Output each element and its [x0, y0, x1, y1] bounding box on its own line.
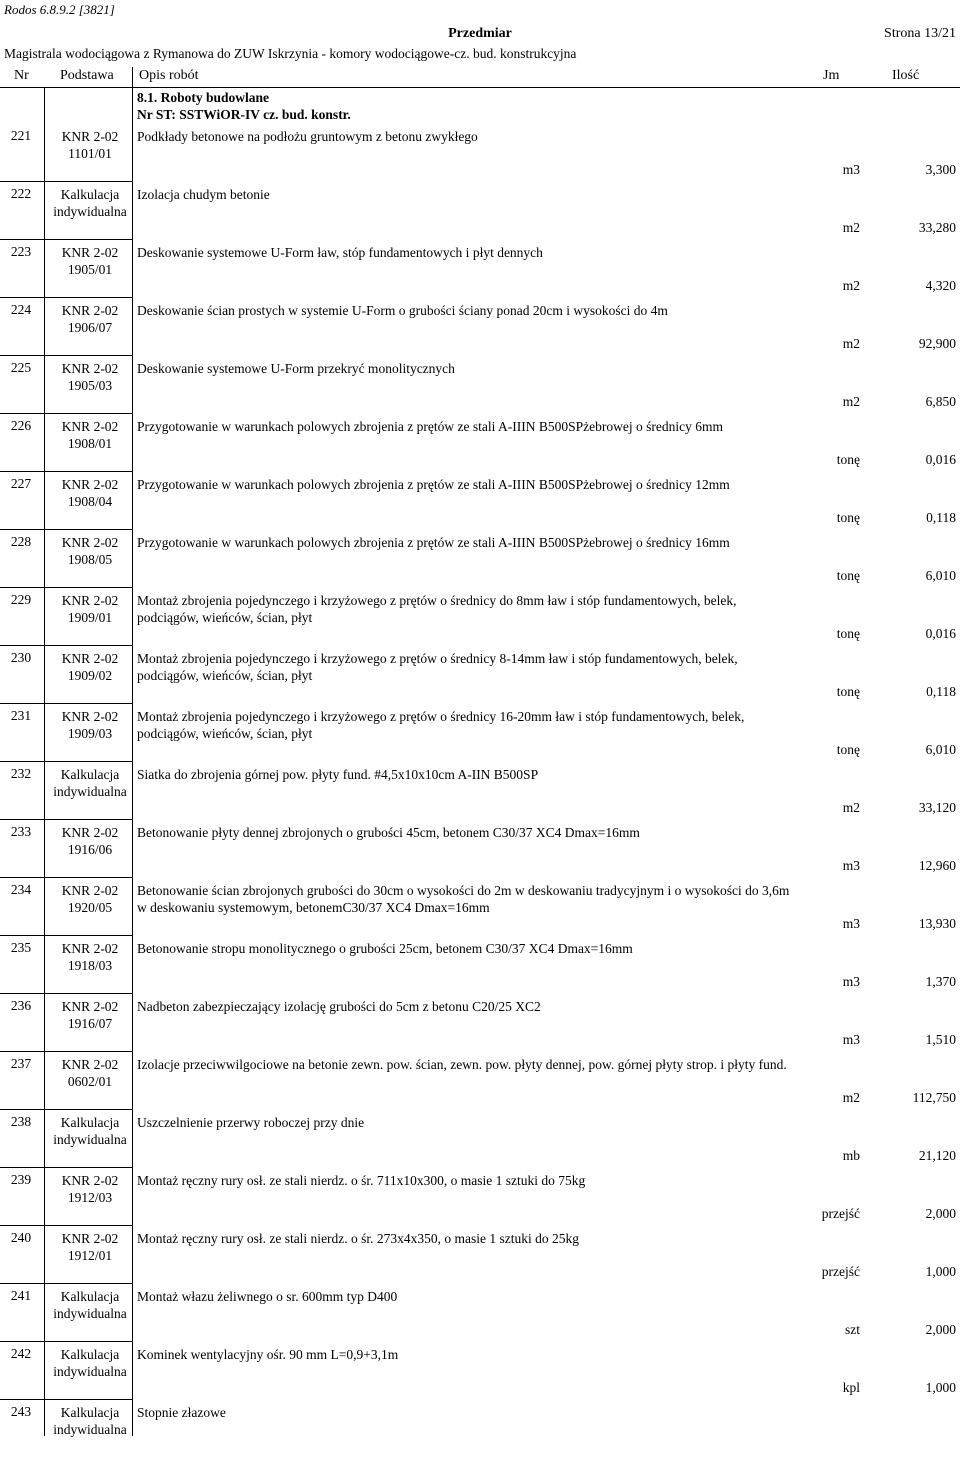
table-row [0, 530, 960, 588]
item-description: Montaż włazu żeliwnego o sr. 600mm typ D400 [137, 1289, 398, 1304]
item-quantity: 33,120 [918, 800, 956, 815]
item-number: 225 [10, 360, 32, 375]
item-quantity: 6,010 [925, 742, 956, 757]
table-row [0, 298, 960, 356]
item-basis: Kalkulacja indywidualna [53, 1347, 127, 1379]
item-unit: m3 [842, 974, 860, 989]
item-basis: KNR 2-02 1909/02 [61, 651, 119, 683]
item-quantity: 0,016 [925, 626, 956, 641]
app-title: Rodos 6.8.9.2 [3821] [4, 2, 115, 17]
item-description: Przygotowanie w warunkach polowych zbrojenia z prętów ze stali A-IIIN B500SPżebrowej o średnicy 16mm [137, 535, 730, 550]
item-description: Betonowanie stropu monolitycznego o grubości 25cm, betonem C30/37 XC4 Dmax=16mm [137, 941, 633, 956]
item-quantity: 1,370 [925, 974, 956, 989]
table-row [0, 1342, 960, 1400]
item-unit: tonę [836, 742, 860, 757]
item-unit: przejść [821, 1264, 860, 1279]
item-description: Montaż zbrojenia pojedynczego i krzyżowego z prętów o średnicy 8-14mm ław i stóp fundamentowych, belek, podciągów, wieńców, ścian, płyt [137, 651, 738, 683]
item-number: 239 [10, 1172, 32, 1187]
item-basis: Kalkulacja indywidualna [53, 1289, 127, 1321]
item-number: 231 [10, 708, 32, 723]
section-title: 8.1. Roboty budowlane [137, 90, 270, 105]
item-description: Montaż zbrojenia pojedynczego i krzyżowego z prętów o średnicy 16-20mm ław i stóp fundamentowych, belek, podciągów, wieńców, ścian, płyt [137, 709, 745, 741]
item-unit: m3 [842, 162, 860, 177]
item-number: 233 [10, 824, 32, 839]
table-row [0, 414, 960, 472]
item-number: 223 [10, 244, 32, 259]
item-number: 242 [10, 1346, 32, 1361]
table-row [0, 588, 960, 646]
item-number: 227 [10, 476, 32, 491]
item-quantity: 112,750 [912, 1090, 956, 1105]
item-number: 230 [10, 650, 32, 665]
table-row [0, 994, 960, 1052]
item-basis: Kalkulacja indywidualna [53, 1115, 127, 1147]
item-number: 229 [10, 592, 32, 607]
item-unit: m3 [842, 1032, 860, 1047]
item-quantity: 33,280 [918, 220, 956, 235]
item-unit: szt [845, 1322, 860, 1337]
column-quantity: Ilość [892, 68, 920, 83]
item-unit: m3 [842, 916, 860, 931]
table-row [0, 356, 960, 414]
item-description: Montaż ręczny rury osł. ze stali nierdz. o śr. 273x4x350, o masie 1 sztuki do 25kg [137, 1231, 580, 1246]
table-row [0, 472, 960, 530]
item-unit: kpl [842, 1380, 860, 1395]
item-number: 232 [10, 766, 32, 781]
item-unit: m2 [842, 1090, 860, 1105]
item-number: 243 [10, 1404, 32, 1419]
item-quantity: 2,000 [925, 1322, 956, 1337]
item-basis: KNR 2-02 1909/01 [61, 593, 119, 625]
item-unit: przejść [821, 1206, 860, 1221]
item-quantity: 1,510 [925, 1032, 956, 1047]
item-number: 226 [10, 418, 32, 433]
item-basis: KNR 2-02 1906/07 [61, 303, 119, 335]
item-quantity: 92,900 [918, 336, 956, 351]
column-base: Podstawa [60, 68, 114, 83]
item-description: Montaż zbrojenia pojedynczego i krzyżowego z prętów o średnicy do 8mm ław i stóp fundamentowych, belek, podciągów, wieńców, ścian, płyt [137, 593, 737, 625]
item-basis: KNR 2-02 1912/01 [61, 1231, 119, 1263]
table-row [0, 820, 960, 878]
item-number: 234 [10, 882, 32, 897]
item-number: 235 [10, 940, 32, 955]
item-description: Kominek wentylacyjny ośr. 90 mm L=0,9+3,1m [137, 1347, 399, 1362]
item-unit: tonę [836, 452, 860, 467]
item-description: Deskowanie ścian prostych w systemie U-Form o grubości ściany ponad 20cm i wysokości do 4m [137, 303, 668, 318]
item-description: Izolacje przeciwwilgociowe na betonie zewn. pow. ścian, zewn. pow. płyty dennej, pow. górnej płyty strop. i płyty fund. [137, 1057, 787, 1072]
table-row [0, 1110, 960, 1168]
item-number: 237 [10, 1056, 32, 1071]
item-unit: m2 [842, 336, 860, 351]
item-description: Montaż ręczny rury osł. ze stali nierdz. o śr. 711x10x300, o masie 1 sztuki do 75kg [137, 1173, 586, 1188]
item-description: Deskowanie systemowe U-Form ław, stóp fundamentowych i płyt dennych [137, 245, 543, 260]
item-quantity: 21,120 [918, 1148, 956, 1163]
item-description: Podkłady betonowe na podłożu gruntowym z betonu zwykłego [137, 129, 478, 144]
item-basis: KNR 2-02 1909/03 [61, 709, 119, 741]
item-basis: Kalkulacja indywidualna [53, 187, 127, 219]
item-number: 240 [10, 1230, 32, 1245]
table-row [0, 1168, 960, 1226]
item-basis: Kalkulacja indywidualna [53, 1405, 127, 1437]
item-unit: tonę [836, 568, 860, 583]
table-row [0, 936, 960, 994]
table-row [0, 1226, 960, 1284]
item-description: Nadbeton zabezpieczający izolację grubości do 5cm z betonu C20/25 XC2 [137, 999, 541, 1014]
item-number: 228 [10, 534, 32, 549]
item-description: Stopnie złazowe [137, 1405, 226, 1420]
item-quantity: 2,000 [925, 1206, 956, 1221]
item-basis: KNR 2-02 0602/01 [61, 1057, 119, 1089]
item-basis: Kalkulacja indywidualna [53, 767, 127, 799]
item-basis: KNR 2-02 1908/05 [61, 535, 119, 567]
item-unit: tonę [836, 684, 860, 699]
item-quantity: 12,960 [918, 858, 956, 873]
item-description: Przygotowanie w warunkach polowych zbrojenia z prętów ze stali A-IIIN B500SPżebrowej o średnicy 6mm [137, 419, 723, 434]
item-quantity: 6,010 [925, 568, 956, 583]
item-unit: m3 [842, 858, 860, 873]
item-number: 238 [10, 1114, 32, 1129]
item-quantity: 0,016 [925, 452, 956, 467]
item-basis: KNR 2-02 1908/04 [61, 477, 119, 509]
item-quantity: 6,850 [925, 394, 956, 409]
table-row [0, 124, 960, 182]
column-description: Opis robót [139, 68, 199, 83]
column-nr: Nr [14, 68, 29, 83]
document-title: Przedmiar [448, 26, 512, 41]
item-quantity: 3,300 [925, 162, 956, 177]
item-basis: KNR 2-02 1916/06 [61, 825, 119, 857]
table-row [0, 1052, 960, 1110]
item-unit: tonę [836, 626, 860, 641]
item-unit: m2 [842, 278, 860, 293]
item-unit: tonę [836, 510, 860, 525]
table-row [0, 182, 960, 240]
item-quantity: 13,930 [918, 916, 956, 931]
item-description: Przygotowanie w warunkach polowych zbrojenia z prętów ze stali A-IIIN B500SPżebrowej o średnicy 12mm [137, 477, 730, 492]
page-number: Strona 13/21 [884, 26, 956, 41]
item-unit: mb [842, 1148, 860, 1163]
item-description: Uszczelnienie przerwy roboczej przy dnie [137, 1115, 365, 1130]
item-basis: KNR 2-02 1920/05 [61, 883, 119, 915]
table-row [0, 1284, 960, 1342]
item-basis: KNR 2-02 1101/01 [61, 129, 119, 161]
item-unit: m2 [842, 220, 860, 235]
item-quantity: 4,320 [925, 278, 956, 293]
item-number: 236 [10, 998, 32, 1013]
item-quantity: 1,000 [925, 1264, 956, 1279]
item-description: Siatka do zbrojenia górnej pow. płyty fund. #4,5x10x10cm A-IIN B500SP [137, 767, 539, 782]
item-quantity: 1,000 [925, 1380, 956, 1395]
table-row [0, 704, 960, 762]
section-spec: Nr ST: SSTWiOR-IV cz. bud. konstr. [137, 107, 351, 122]
item-basis: KNR 2-02 1908/01 [61, 419, 119, 451]
item-description: Betonowanie ścian zbrojonych grubości do 30cm o wysokości do 2m w deskowaniu tradycyjnym i o wysokości do 3,6m w deskowaniu systemowym, betonemC30/37 XC4 Dmax=16mm [137, 883, 790, 915]
item-basis: KNR 2-02 1918/03 [61, 941, 119, 973]
table-row [0, 240, 960, 298]
item-number: 221 [10, 128, 32, 143]
table-row [0, 762, 960, 820]
item-number: 241 [10, 1288, 32, 1303]
table-row [0, 646, 960, 704]
item-unit: m2 [842, 800, 860, 815]
item-basis: KNR 2-02 1905/03 [61, 361, 119, 393]
column-header [0, 67, 960, 88]
item-basis: KNR 2-02 1916/07 [61, 999, 119, 1031]
table-row [0, 878, 960, 936]
item-quantity: 0,118 [926, 684, 956, 699]
item-quantity: 0,118 [926, 510, 956, 525]
item-number: 222 [10, 186, 32, 201]
item-unit: m2 [842, 394, 860, 409]
item-description: Betonowanie płyty dennej zbrojonych o grubości 45cm, betonem C30/37 XC4 Dmax=16mm [137, 825, 640, 840]
project-name: Magistrala wodociągowa z Rymanowa do ZUW Iskrzynia - komory wodociągowe-cz. bud. konstrukcyjna [4, 46, 577, 61]
item-basis: KNR 2-02 1905/01 [61, 245, 119, 277]
table-row [0, 1400, 960, 1458]
column-unit: Jm [823, 68, 840, 83]
item-number: 224 [10, 302, 32, 317]
item-description: Deskowanie systemowe U-Form przekryć monolitycznych [137, 361, 455, 376]
item-basis: KNR 2-02 1912/03 [61, 1173, 119, 1205]
item-description: Izolacja chudym betonie [137, 187, 270, 202]
